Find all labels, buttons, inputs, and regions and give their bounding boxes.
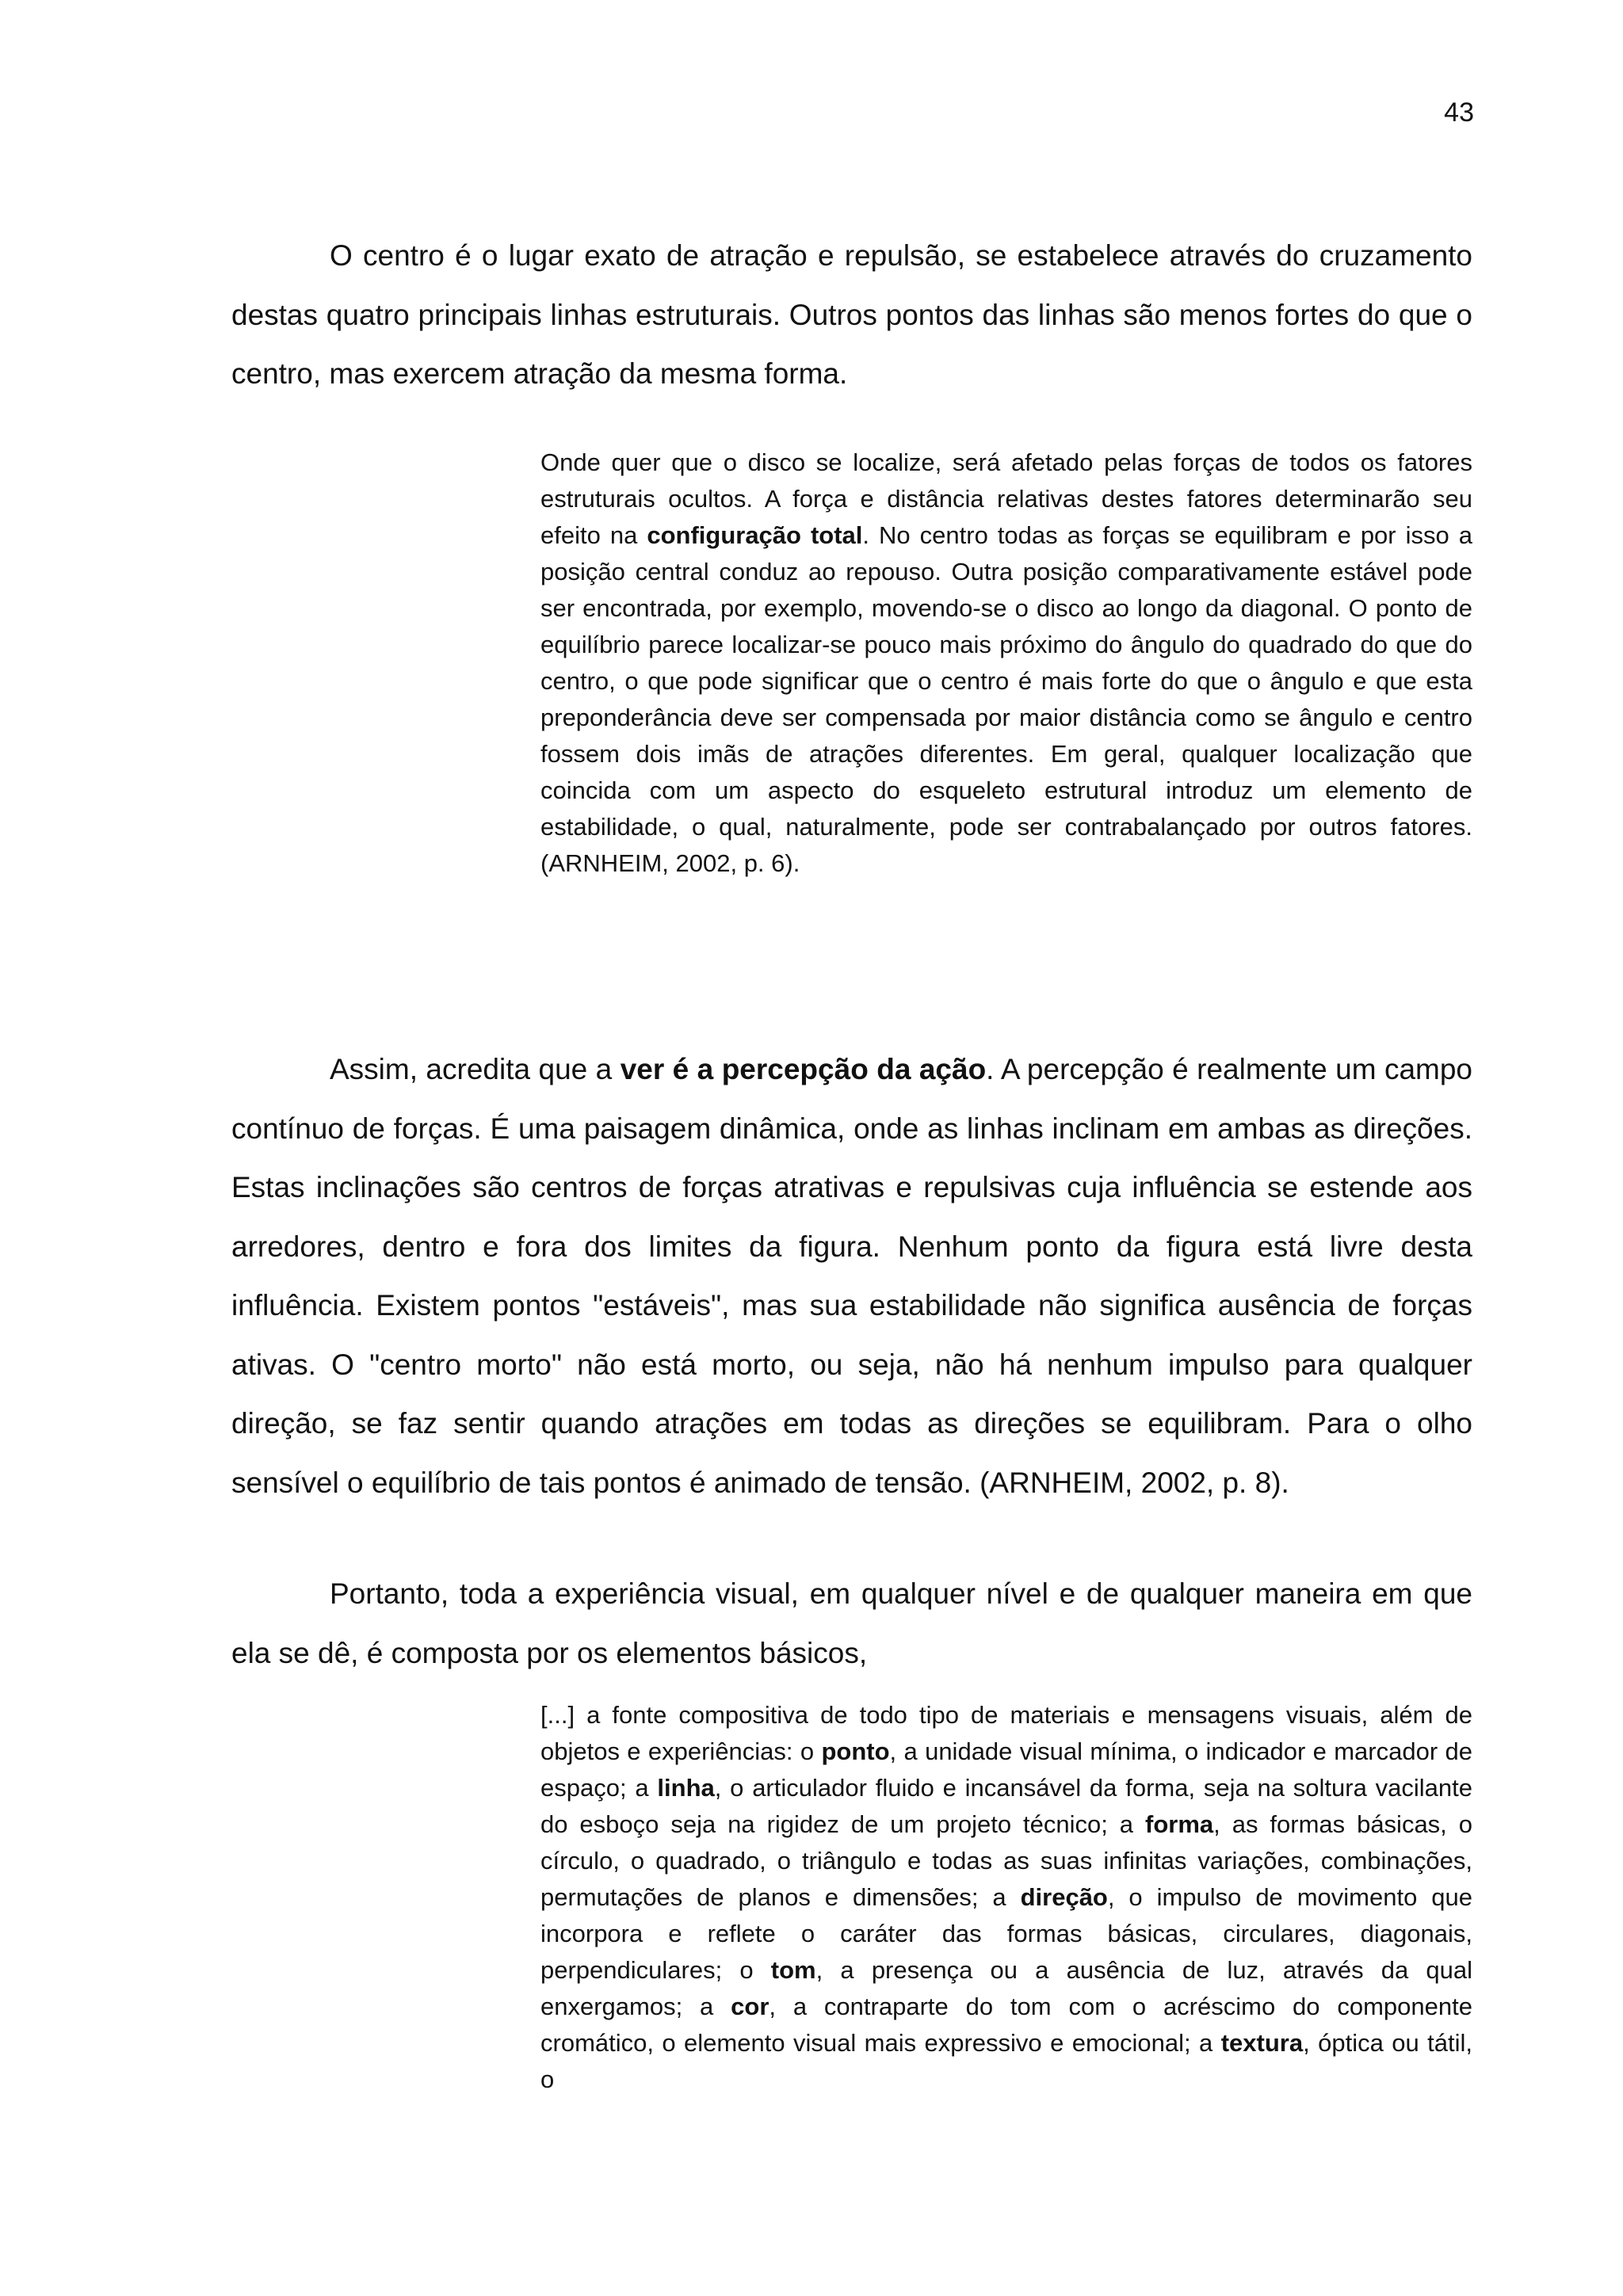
quote-2-text: [...] a fonte compositiva de todo tipo de materiais e mensagens visuais, além de objetos e experiências: o: [540, 1701, 1472, 1765]
page-number: 43: [1444, 97, 1474, 128]
block-quote-2: [540, 1697, 1472, 2098]
quote-2-text: , o impulso de movimento que incorpora e reflete o caráter das formas básicas, circulares, diagonais, perpendiculares; o: [540, 1883, 1472, 1984]
paragraph-2-emphasis: ver é a percepção da ação: [620, 1053, 987, 1085]
paragraph-2-text: . A percepção é realmente um campo contínuo de forças. É uma paisagem dinâmica, onde as linhas inclinam em ambas as direções. Estas inclinações são centros de forças atrativas e repulsivas cuja influência se estende aos arredores, dentro e fora dos limites da figura. Nenhum ponto da figura está livre desta influência. Existem pontos "estáveis", mas sua estabilidade não significa ausência de forças ativas. O "centro morto" não está morto, ou seja, não há nenhum impulso para qualquer direção, se faz sentir quando atrações em todas as direções se equilibram. Para o olho sensível o equilíbrio de tais pontos é animado de tensão. (ARNHEIM, 2002, p. 8).: [231, 1053, 1472, 1499]
quote-1-emphasis: configuração total: [647, 521, 863, 549]
body-paragraph-3: [231, 1565, 1472, 1683]
quote-2-term-tom: tom: [770, 1956, 816, 1984]
quote-2-text: , o articulador fluido e incansável da forma, seja na soltura vacilante do esboço seja na rigidez de um projeto técnico; a: [540, 1774, 1472, 1838]
quote-2-term-linha: linha: [657, 1774, 715, 1802]
quote-2-text: , as formas básicas, o círculo, o quadrado, o triângulo e todas as suas infinitas variações, combinações, permutações de planos e dimensões; a: [540, 1810, 1472, 1911]
quote-2-term-textura: textura: [1220, 2029, 1304, 2057]
quote-2-text: , a contraparte do tom com o acréscimo do componente cromático, o elemento visual mais expressivo e emocional; a: [540, 1993, 1472, 2057]
quote-1-text: . No centro todas as forças se equilibram e por isso a posição central conduz ao repouso. Outra posição comparativamente estável pode ser encontrada, por exemplo, movendo-se o disco ao longo da diagonal. O ponto de equilíbrio parece localizar-se pouco mais próximo do ângulo do quadrado do que do centro, o que pode significar que o centro é mais forte do que o ângulo e que esta preponderância deve ser compensada por maior distância como se ângulo e centro fossem dois imãs de atrações diferentes. Em geral, qualquer localização que coincida com um aspecto do esqueleto estrutural introduz um elemento de estabilidade, o qual, naturalmente, pode ser contrabalançado por outros fatores. (ARNHEIM, 2002, p. 6).: [540, 521, 1472, 877]
quote-2-term-forma: forma: [1145, 1810, 1214, 1838]
paragraph-3-text: Portanto, toda a experiência visual, em qualquer nível e de qualquer maneira em que ela se dê, é composta por os elementos básicos,: [231, 1577, 1472, 1669]
paragraph-1-text: O centro é o lugar exato de atração e repulsão, se estabelece através do cruzamento destas quatro principais linhas estruturais. Outros pontos das linhas são menos fortes do que o centro, mas exercem atração da mesma forma.: [231, 239, 1472, 390]
block-quote-1: [540, 444, 1472, 882]
quote-2-term-ponto: ponto: [821, 1737, 890, 1765]
quote-2-term-direcao: direção: [1020, 1883, 1108, 1911]
paragraph-2-text: Assim, acredita que a: [330, 1053, 621, 1085]
quote-2-text: , a presença ou a ausência de luz, através da qual enxergamos; a: [540, 1956, 1473, 2020]
quote-2-term-cor: cor: [731, 1993, 769, 2020]
body-paragraph-2: [231, 1040, 1472, 1512]
body-paragraph-1: [231, 227, 1472, 404]
quote-2-text: , a unidade visual mínima, o indicador e marcador de espaço; a: [540, 1737, 1472, 1802]
quote-1-text: Onde quer que o disco se localize, será afetado pelas forças de todos os fatores estruturais ocultos. A força e distância relativas destes fatores determinarão seu efeito na: [540, 448, 1472, 549]
quote-2-text: , óptica ou tátil, o: [540, 2029, 1472, 2093]
